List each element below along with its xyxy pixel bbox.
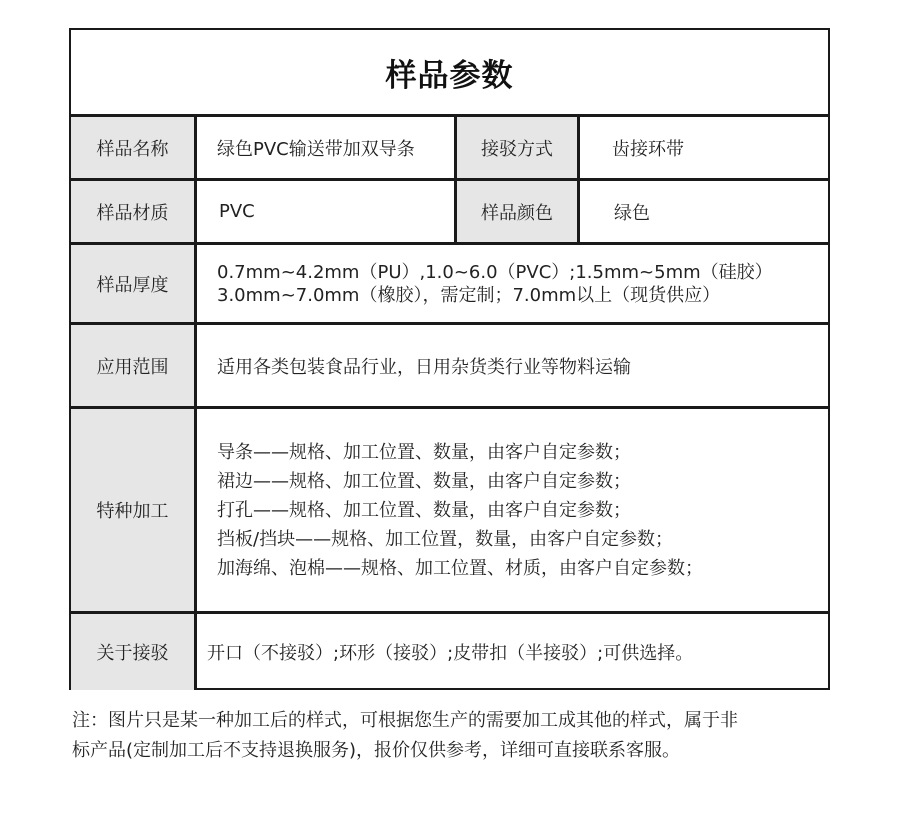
footnote-line: 标产品(定制加工后不支持退换服务)，报价仅供参考，详细可直接联系客服。 xyxy=(72,740,681,761)
about-joint-value: 开口（不接驳）;环形（接驳）;皮带扣（半接驳）;可供选择。 xyxy=(207,643,694,664)
table-row xyxy=(71,178,828,242)
processing-line: 挡板/挡块——规格、加工位置，数量，由客户自定参数； xyxy=(217,528,674,550)
table-row xyxy=(71,242,828,322)
sample-name-value: 绿色PVC输送带加双导条 xyxy=(217,138,415,160)
sample-color-label: 样品颜色 xyxy=(454,181,580,242)
table-row xyxy=(71,322,828,406)
sample-material-label: 样品材质 xyxy=(71,181,197,242)
sample-thickness-label: 样品厚度 xyxy=(71,245,197,322)
joint-method-label: 接驳方式 xyxy=(454,117,580,178)
joint-method-value: 齿接环带 xyxy=(612,138,684,160)
table-row xyxy=(71,611,828,690)
table-row xyxy=(71,114,828,178)
table-title-row xyxy=(71,30,828,114)
processing-line: 裙边——规格、加工位置、数量，由客户自定参数； xyxy=(217,470,631,492)
application-scope-label: 应用范围 xyxy=(71,325,197,406)
sample-material-value: PVC xyxy=(219,201,255,222)
thickness-line: 0.7mm~4.2mm（PU）,1.0~6.0（PVC）;1.5mm~5mm（硅胶） xyxy=(217,261,773,283)
processing-line: 导条——规格、加工位置、数量，由客户自定参数； xyxy=(217,441,631,463)
application-scope-value: 适用各类包装食品行业，日用杂货类行业等物料运输 xyxy=(217,356,631,378)
thickness-line: 3.0mm~7.0mm（橡胶），需定制；7.0mm以上（现货供应） xyxy=(217,284,721,306)
footnote-line: 注：图片只是某一种加工后的样式，可根据您生产的需要加工成其他的样式，属于非 xyxy=(72,710,738,731)
footnote xyxy=(72,706,832,766)
processing-line: 加海绵、泡棉——规格、加工位置、材质，由客户自定参数； xyxy=(217,557,703,579)
sample-name-label: 样品名称 xyxy=(71,117,197,178)
about-joint-label: 关于接驳 xyxy=(71,614,197,690)
table-title: 样品参数 xyxy=(385,57,514,94)
table-row xyxy=(71,406,828,611)
processing-line: 打孔——规格、加工位置、数量，由客户自定参数； xyxy=(217,499,631,521)
sample-thickness-value xyxy=(197,245,828,322)
spec-table xyxy=(69,28,830,690)
sample-color-value: 绿色 xyxy=(614,202,650,224)
special-processing-label: 特种加工 xyxy=(71,409,197,611)
special-processing-value xyxy=(197,409,828,611)
